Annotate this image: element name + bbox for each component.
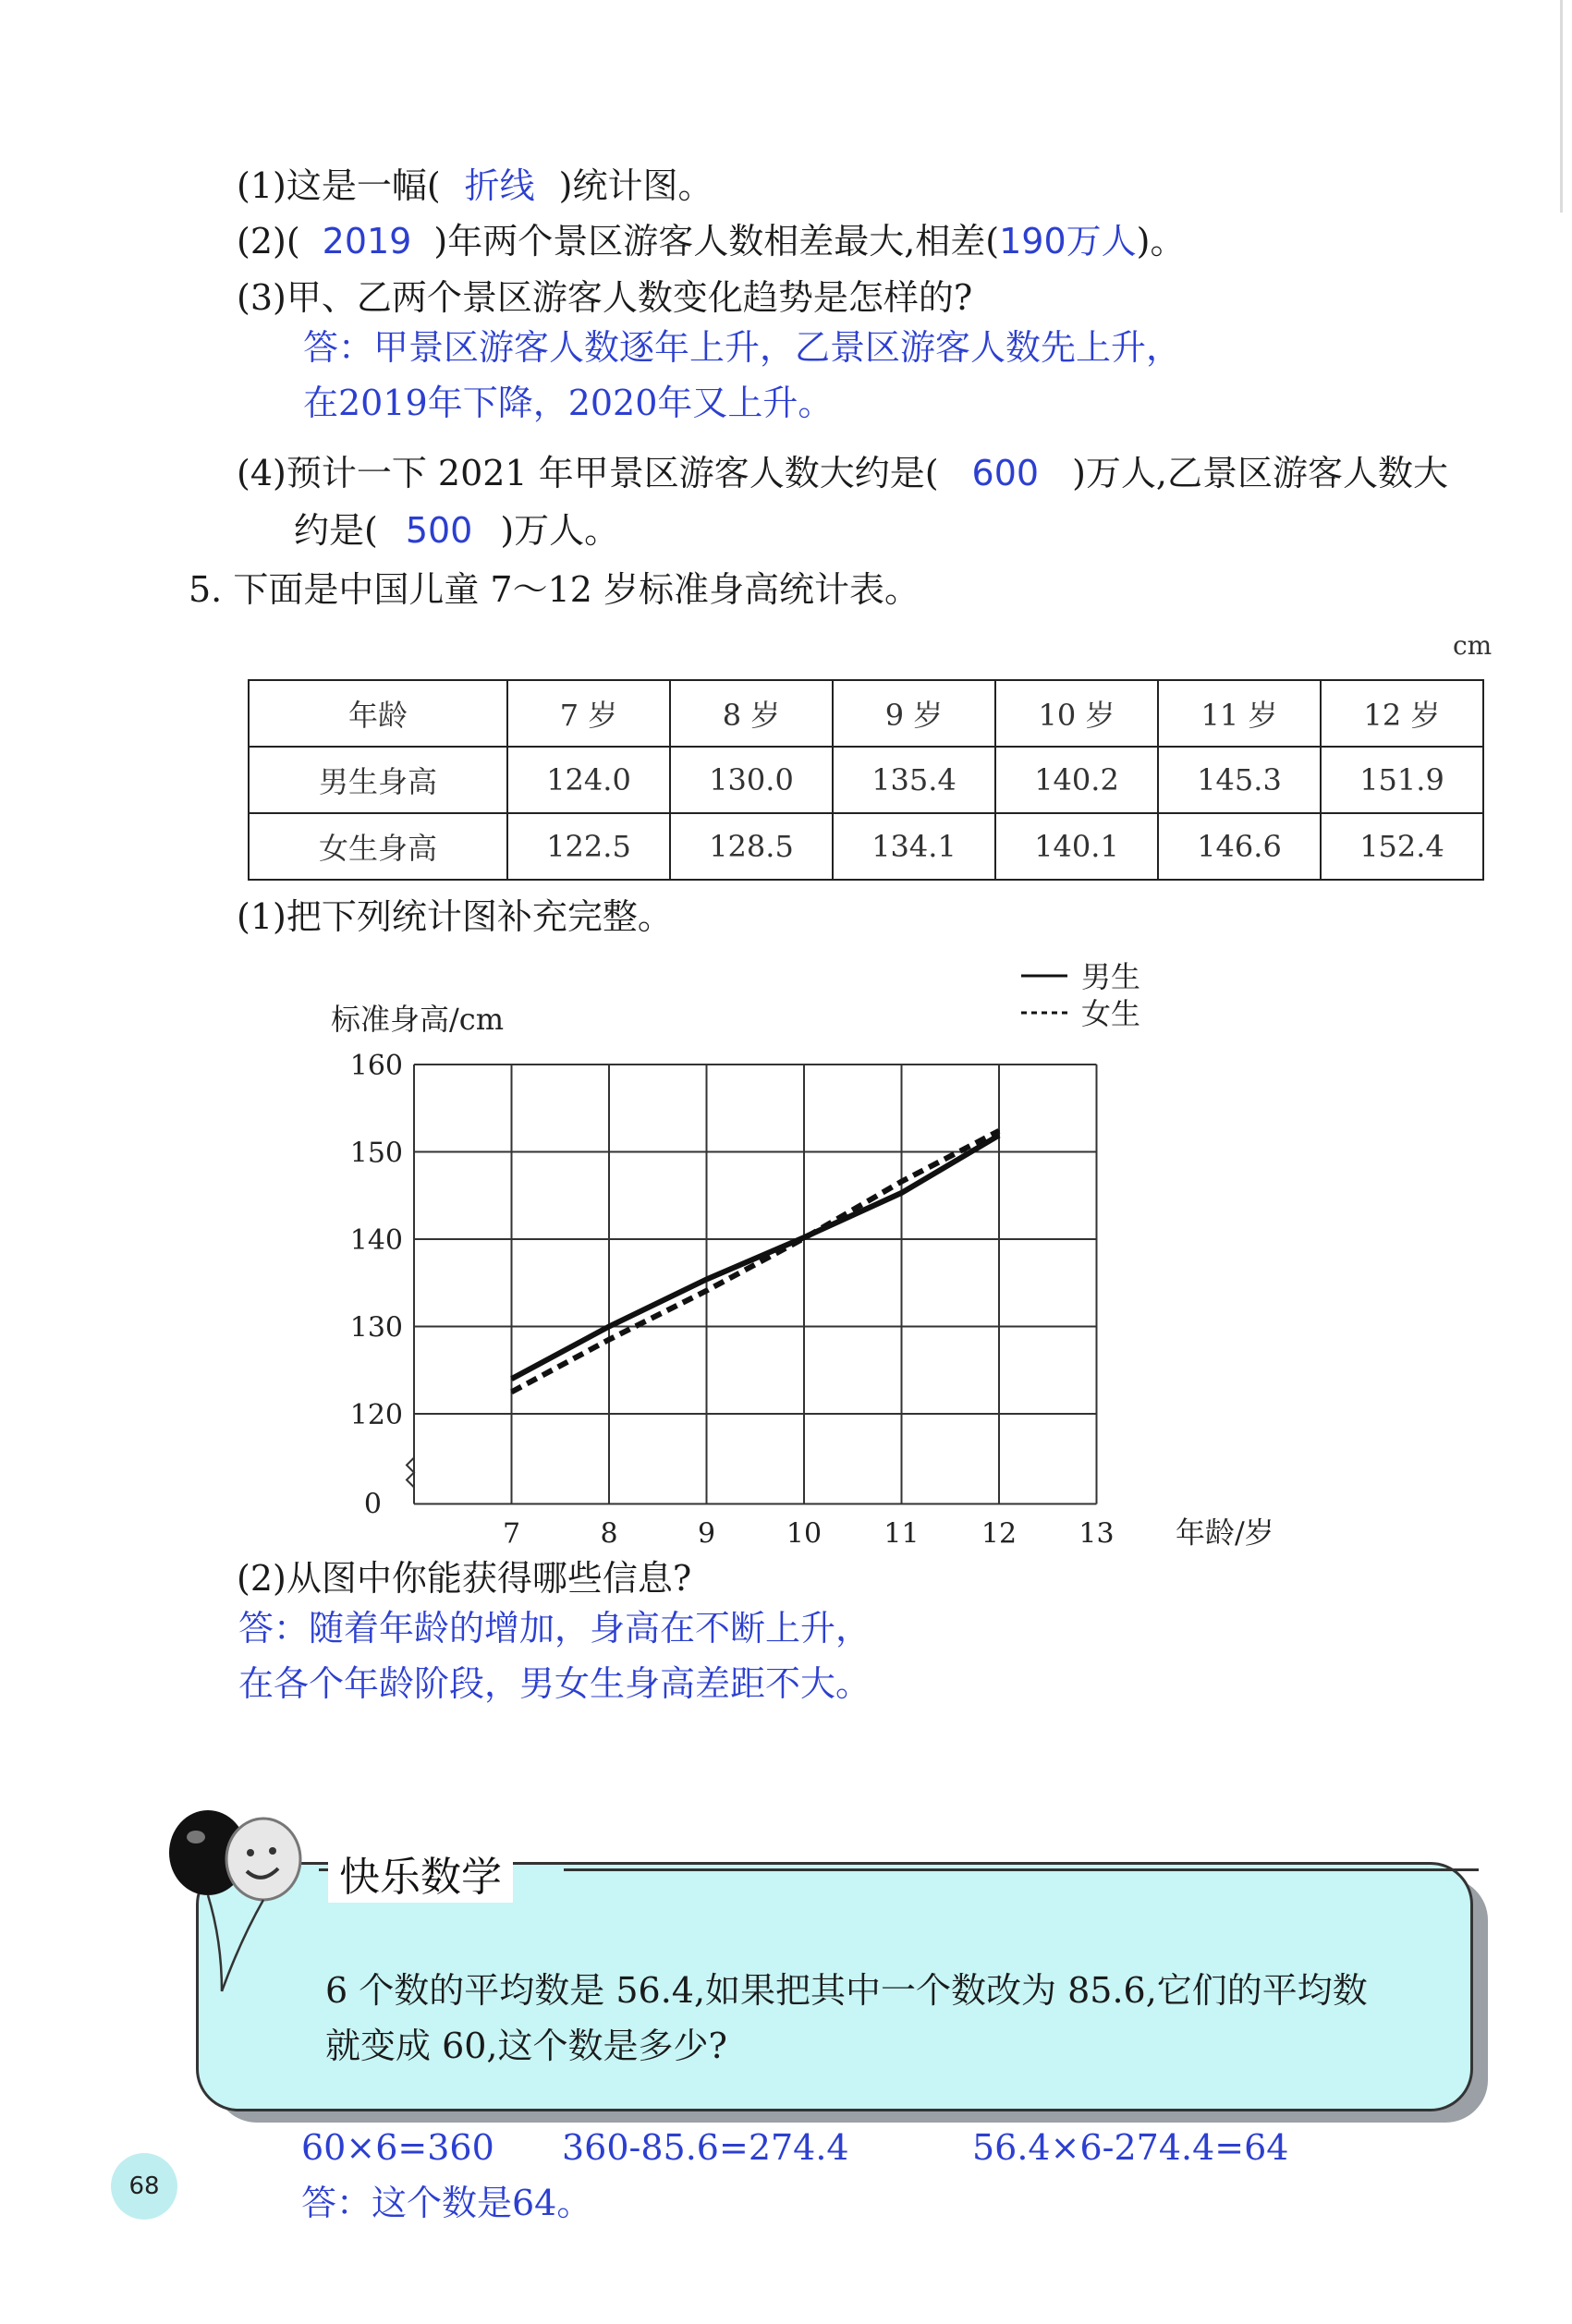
- q4-part3-answer-line2: 在2019年下降，2020年又上升。: [303, 383, 834, 423]
- y-tick-label: 160: [349, 1050, 403, 1082]
- happy-math-problem-line1: 6 个数的平均数是 56.4,如果把其中一个数改为 85.6,它们的平均数: [325, 1970, 1368, 2011]
- happy-math-problem-line2: 就变成 60,这个数是多少?: [325, 2026, 727, 2066]
- table-unit: cm: [1453, 630, 1493, 661]
- q5-part2-answer-line2: 在各个年龄阶段，男女生身高差距不大。: [238, 1663, 871, 1704]
- table-cell: 128.5: [670, 813, 833, 880]
- answer-difference: 190万人: [999, 221, 1137, 262]
- data-point: [803, 1237, 805, 1239]
- data-point: [998, 1130, 1000, 1132]
- table-cell: 140.2: [995, 747, 1158, 813]
- q4-part3-question: (3)甲、乙两个景区游客人数变化趋势是怎样的?: [237, 277, 973, 318]
- height-line-chart: [314, 943, 1312, 1571]
- table-header-cell: 12 岁: [1321, 680, 1483, 747]
- table-cell: 152.4: [1321, 813, 1483, 880]
- q5-part2-question: (2)从图中你能获得哪些信息?: [237, 1558, 692, 1599]
- legend-label: 女生: [1081, 996, 1141, 1031]
- page-number: 68: [111, 2153, 177, 2220]
- q5-part2-answer-line1: 答：随着年龄的增加，身高在不断上升，: [238, 1608, 871, 1649]
- happy-math-calc2: 360-85.6=274.4: [562, 2127, 849, 2168]
- q5-part1-question: (1)把下列统计图补充完整。: [237, 896, 673, 937]
- answer-jia-estimate: 600: [971, 453, 1040, 493]
- data-point: [706, 1290, 708, 1292]
- height-table: [248, 679, 1484, 881]
- table-cell: 130.0: [670, 747, 833, 813]
- table-header-cell: 年龄: [249, 680, 507, 747]
- answer-yi-estimate: 500: [405, 510, 473, 551]
- data-point: [511, 1391, 513, 1393]
- table-header-cell: 10 岁: [995, 680, 1158, 747]
- x-tick-label: 13: [1078, 1517, 1115, 1551]
- y-tick-label: 120: [349, 1399, 403, 1431]
- table-header-cell: 7 岁: [507, 680, 670, 747]
- series-line-女生: [512, 1131, 1000, 1393]
- answer-chart-type: 折线: [464, 165, 535, 206]
- y-tick-label: 0: [363, 1488, 382, 1521]
- table-cell: 145.3: [1158, 747, 1321, 813]
- table-cell: 124.0: [507, 747, 670, 813]
- happy-math-title: 快乐数学: [328, 1843, 513, 1903]
- chart-axes: [407, 1458, 414, 1488]
- x-tick-label: 11: [883, 1517, 920, 1551]
- q4-part2: (2)( 2019 )年两个景区游客人数相差最大,相差(190万人)。: [237, 221, 1186, 262]
- data-point: [998, 1135, 1000, 1137]
- q4-part1: (1)这是一幅( 折线 )统计图。: [237, 165, 713, 206]
- table-header-cell: 9 岁: [833, 680, 995, 747]
- balloon-icon: [157, 1802, 333, 2005]
- chart-labels: [331, 1002, 1274, 1551]
- data-point: [511, 1378, 513, 1380]
- legend-label: 男生: [1081, 959, 1141, 994]
- x-axis-label: 年龄/岁: [1176, 1515, 1274, 1551]
- table-header-row: [249, 680, 1483, 747]
- table-header-cell: 8 岁: [670, 680, 833, 747]
- table-cell: 151.9: [1321, 747, 1483, 813]
- y-tick-label: 140: [349, 1224, 403, 1257]
- q4-part4-line1: (4)预计一下 2021 年甲景区游客人数大约是( 600 )万人,乙景区游客人数大: [237, 453, 1448, 493]
- page-edge: [1560, 0, 1563, 213]
- happy-math-calc1: 60×6=360: [301, 2127, 494, 2168]
- table-row-label: 女生身高: [249, 813, 507, 880]
- table-cell: 135.4: [833, 747, 995, 813]
- happy-math-answer: 答：这个数是64。: [301, 2183, 592, 2223]
- chart-series: [511, 1130, 1001, 1393]
- x-tick-label: 8: [600, 1517, 618, 1551]
- table-cell: 122.5: [507, 813, 670, 880]
- x-tick-label: 7: [502, 1517, 521, 1551]
- q4-part4-line2: 约是( 500 )万人。: [294, 510, 620, 551]
- y-tick-label: 150: [349, 1137, 403, 1170]
- data-point: [608, 1339, 610, 1341]
- x-tick-label: 10: [786, 1517, 823, 1551]
- y-tick-label: 130: [349, 1311, 403, 1345]
- x-tick-label: 9: [697, 1517, 716, 1551]
- table-cell: 134.1: [833, 813, 995, 880]
- table-cell: 146.6: [1158, 813, 1321, 880]
- y-axis-label: 标准身高/cm: [331, 1002, 505, 1037]
- table-row-boys: [249, 747, 1483, 813]
- table-cell: 140.1: [995, 813, 1158, 880]
- data-point: [901, 1181, 903, 1183]
- table-header-cell: 11 岁: [1158, 680, 1321, 747]
- series-line-男生: [512, 1136, 1000, 1380]
- happy-math-calc3: 56.4×6-274.4=64: [972, 2127, 1289, 2168]
- chart-legend: [1021, 959, 1140, 1031]
- q4-part3-answer-line1: 答：甲景区游客人数逐年上升，乙景区游客人数先上升，: [303, 327, 1182, 368]
- table-row-label: 男生身高: [249, 747, 507, 813]
- happy-math-title-rule: [564, 1868, 1479, 1871]
- x-tick-label: 12: [981, 1517, 1018, 1551]
- data-point: [706, 1278, 708, 1280]
- answer-year: 2019: [322, 221, 412, 262]
- table-row-girls: [249, 813, 1483, 880]
- data-point: [608, 1326, 610, 1328]
- q5-intro: 5. 下面是中国儿童 7～12 岁标准身高统计表。: [189, 569, 920, 610]
- data-point: [901, 1192, 903, 1194]
- axis-break-mark: [407, 1458, 414, 1488]
